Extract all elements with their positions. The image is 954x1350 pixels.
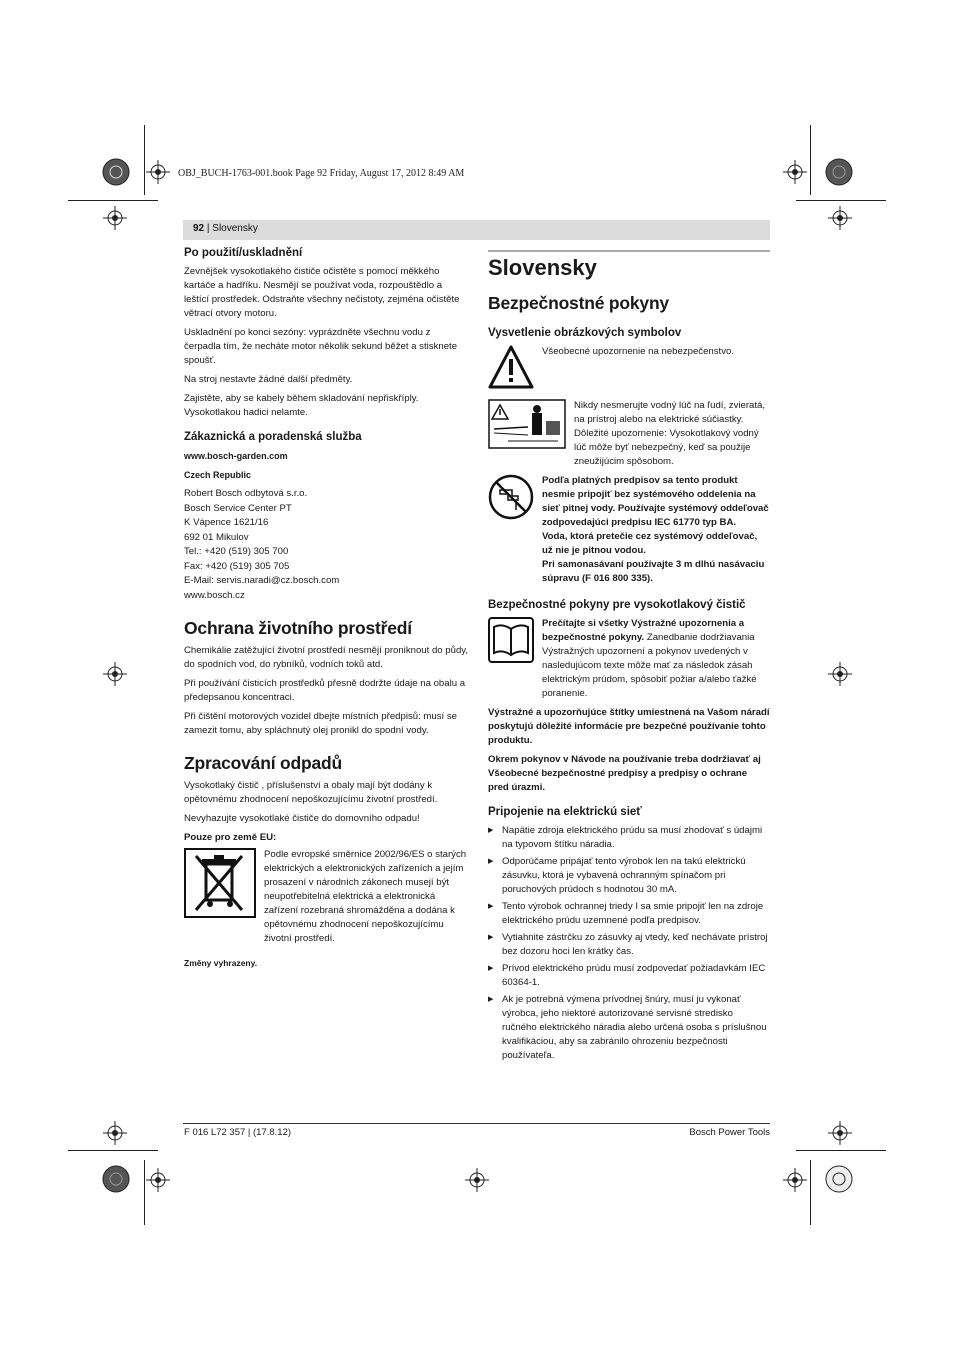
paragraph: Zajistěte, aby se kabely během skladování nepřiskříply. Vysokotlakou hadici nelamte. [184, 393, 419, 418]
left-column [184, 246, 469, 970]
header-language: Slovensky [212, 223, 258, 234]
footer-rule [183, 1123, 770, 1124]
symbol-text: Dôležité upozornenie: Vysokotlakový vodný lúč môže byť nebezpečný, keď sa použije zneužijúcim spôsobom. [574, 428, 759, 467]
registration-mark-icon [828, 206, 852, 230]
paragraph: Okrem pokynov v Návode na používanie treba dodržiavať aj Všeobecné bezpečnostné predpisy a predpisy o ochrane pred úrazmi. [488, 754, 761, 793]
footer-left: F 016 L72 357 | (17.8.12) [184, 1127, 292, 1138]
list-item: ▶ Vytiahnite zástrčku zo zásuvky aj vtedy, keď nechávate prístroj bez dozoru hoci len krátky čas. [488, 931, 770, 959]
section-heading: Zpracování odpadů [184, 753, 343, 773]
registration-mark-icon [828, 1121, 852, 1145]
water-jet-warning-icon [488, 399, 566, 469]
paragraph: Výstražné a upozorňujúce štítky umiestnená na Vašom náradí poskytujú dôležité informácie pre bezpečné používanie tohto produktu. [488, 707, 770, 746]
right-column [488, 246, 770, 1066]
web-link[interactable]: www.bosch-garden.com [184, 451, 288, 461]
registration-mark-icon [146, 1168, 170, 1192]
page-title: Slovensky [488, 255, 597, 280]
eu-label: Pouze pro země EU: [184, 832, 277, 843]
page-number: 92 [193, 223, 205, 234]
section-heading: Ochrana životního prostředí [184, 618, 412, 638]
registration-mark-icon [103, 206, 127, 230]
email-link[interactable]: E-Mail: servis.naradi@cz.bosch.com [184, 575, 340, 586]
symbol-row [488, 474, 770, 586]
print-banner: OBJ_BUCH-1763-001.book Page 92 Friday, August 17, 2012 8:49 AM [178, 168, 465, 179]
registration-mark-icon [824, 1164, 854, 1194]
registration-mark-icon [103, 662, 127, 686]
list-item: ▶ Odporúčame pripájať tento výrobok len na takú elektrickú zásuvku, ktorá je vybavená ochranným spínačom pri poruchových prúdoch s hodnotou 30 mA. [488, 855, 770, 897]
symbol-text: Podľa platných predpisov sa tento produkt nesmie pripojiť bez systémového oddelenia na sieť pitnej vody. Používajte systémový oddeľovač zodpovedajúci predpisu IEC 61770 typ BA. [542, 475, 769, 528]
paragraph: Při čištění motorových vozidel dbejte místních předpisů: musí se zamezit tomu, aby spláchnutý olej pronikl do spodní vody. [184, 711, 458, 736]
manual-bold-text: Prečítajte si všetky Výstražné upozornenia a bezpečnostné pokyny. [542, 618, 745, 643]
weee-text: Podle evropské směrnice 2002/96/ES o starých elektrických a elektronických zařízeních a jejím prosazení v národních zákonech musejí být neupotřebitelná elektrická a elektronická zařízení rozebraná shromážděna a dodána k opětovnému zhodnocení nepoškozujícímu životní prostředí. [264, 849, 467, 944]
paragraph: Chemikálie zatěžující životní prostředí nesmějí proniknout do půdy, do spodních vod, do rybníků, vodních toků atd. [184, 645, 469, 670]
registration-mark-icon [101, 1164, 131, 1194]
section-heading: Bezpečnostné pokyny [488, 293, 669, 313]
registration-mark-icon [101, 157, 131, 187]
registration-mark-icon [103, 1121, 127, 1145]
warning-triangle-icon [488, 345, 534, 394]
section-heading: Bezpečnostné pokyny pre vysokotlakový čistič [488, 599, 746, 611]
address-line: Fax: +420 (519) 305 705 [184, 560, 290, 572]
crossed-bin-icon [184, 848, 256, 946]
symbol-row [488, 345, 770, 394]
section-heading: Vysvetlenie obrázkových symbolov [488, 327, 682, 339]
read-manual-icon [488, 617, 534, 701]
country-label: Czech Republic [184, 470, 252, 480]
list-item: ▶ Tento výrobok ochrannej triedy I sa smie pripojiť len na zdroje elektrického prúdu uzemnené podľa predpisov. [488, 900, 770, 928]
registration-mark-icon [146, 160, 170, 184]
paragraph: Při používání čisticích prostředků přesně dodržte údaje na obalu a předepsanou koncentraci. [184, 678, 466, 703]
no-drinking-water-icon [488, 474, 534, 586]
paragraph: Zevnějšek vysokotlakého čističe očistěte s pomocí měkkého kartáče a hadříku. Nesmějí se používat voda, rozpouštědlo a leštící prostředek. Odstraňte všechny nečistoty, zejména očistěte větrací otvory motoru. [184, 266, 460, 319]
service-address [184, 487, 469, 603]
header-separator: | [204, 223, 213, 234]
address-line: Bosch Service Center PT [184, 502, 292, 514]
mains-list [488, 824, 770, 1063]
list-item: ▶ Ak je potrebná výmena prívodnej šnúry, musí ju vykonať výrobca, jeho niektoré autorizované servisné stredisko ručného elektrického náradia alebo určená osoba s príslušnou kvalifikáciou, aby sa zabránilo ohrozeniu bezpečnosti používateľa. [488, 993, 770, 1063]
address-line: Tel.: +420 (519) 305 700 [184, 546, 289, 557]
paragraph: Nevyhazujte vysokotlaké čističe do domovního odpadu! [184, 813, 420, 824]
registration-mark-icon [828, 662, 852, 686]
web-link[interactable]: www.bosch.cz [184, 589, 245, 601]
address-line: 692 01 Mikulov [184, 531, 249, 543]
registration-mark-icon [465, 1168, 489, 1192]
registration-mark-icon [783, 1168, 807, 1192]
section-heading: Po použití/uskladnění [184, 247, 303, 259]
symbol-text: Pri samonasávaní používajte 3 m dlhú nasávaciu súpravu (F 016 800 335). [542, 559, 765, 584]
list-item: ▶ Prívod elektrického prúdu musí zodpovedať požiadavkám IEC 60364-1. [488, 962, 770, 990]
symbol-text: Voda, ktorá pretečie cez systémový oddeľovač, už nie je pitnou vodou. [542, 531, 758, 556]
weee-block [184, 848, 469, 946]
changes-note: Změny vyhrazeny. [184, 958, 258, 968]
paragraph: Vysokotlaký čistič , příslušenství a obaly mají být dodány k opětovnému zhodnocení nepoškozujícímu životní prostředí. [184, 780, 438, 805]
symbol-text: Nikdy nesmerujte vodný lúč na ľudí, zvieratá, na prístroj alebo na elektrické súčiastky. [574, 400, 766, 425]
section-heading: Zákaznická a poradenská služba [184, 431, 362, 443]
paragraph: Na stroj nestavte žádné další předměty. [184, 374, 353, 385]
address-line: K Vápence 1621/16 [184, 517, 269, 528]
registration-mark-icon [824, 157, 854, 187]
address-line: Robert Bosch odbytová s.r.o. [184, 488, 308, 499]
paragraph: Uskladnění po konci sezóny: vyprázdněte všechnu vodu z čerpadla tím, že necháte motor několik sekund běžet a stisknete spoušť. [184, 327, 458, 366]
page-header [183, 220, 770, 240]
manual-text: Zanedbanie dodržiavania Výstražných upozornení a pokynov uvedených v nasledujúcom texte môže mať za následok zásah elektrickým prúdom, spôsobiť požiar a/alebo ťažké poranenie. [542, 632, 757, 699]
footer-right: Bosch Power Tools [689, 1127, 770, 1138]
list-item: ▶ Napätie zdroja elektrického prúdu sa musí zhodovať s údajmi na typovom štítku náradia. [488, 824, 770, 852]
registration-mark-icon [783, 160, 807, 184]
symbol-row [488, 399, 770, 469]
title-rule [488, 250, 770, 252]
read-manual-block [488, 617, 770, 701]
section-heading: Pripojenie na elektrickú sieť [488, 806, 642, 818]
symbol-text: Všeobecné upozornenie na nebezpečenstvo. [542, 346, 735, 357]
